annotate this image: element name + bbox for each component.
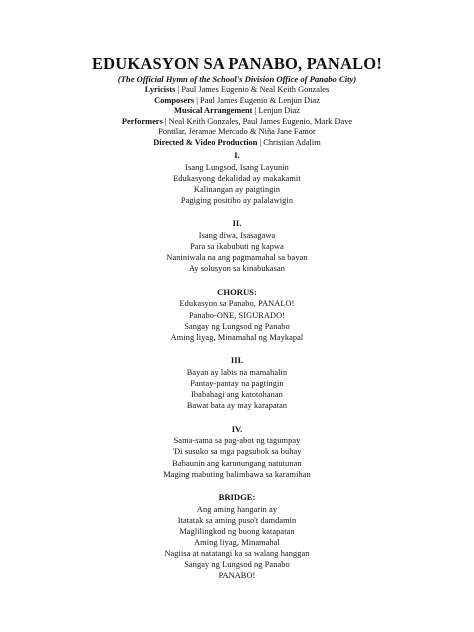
verse-3 xyxy=(0,355,474,411)
credit-role: Lyricists xyxy=(144,85,176,94)
lyric-line: Babaunin ang karunungang natutunan xyxy=(172,458,302,468)
section-heading: I. xyxy=(234,150,240,160)
lyric-line: Bayan ay labis na mamahalin xyxy=(186,367,288,377)
lyric-line: Panabo-ONE, SIGURADO! xyxy=(188,310,286,320)
lyric-line: Aming liyag, Minamahal ng Maykapal xyxy=(170,332,304,342)
lyric-line: Pantay-pantay na pagtingin xyxy=(190,379,284,388)
hymn-subtitle: (The Official Hymn of the School's Division Office of Panabo City) xyxy=(117,74,357,84)
lyric-line: PANABO! xyxy=(218,571,256,581)
lyric-line: 'Di susuko sa mga pagsubok sa buhay xyxy=(172,447,302,457)
section-heading: BRIDGE: xyxy=(218,492,256,503)
credit-separator: | xyxy=(194,95,201,105)
credit-direction-video xyxy=(0,138,474,149)
verse-2 xyxy=(0,218,474,274)
credit-names: Neal Keith Gonzales, Paul James Eugenio, Mark Dave Pontilar, Jeramae Mercado & Niña Jane Famor xyxy=(158,116,353,136)
verse-4 xyxy=(0,424,474,480)
credit-role: Composers xyxy=(154,95,195,105)
credit-role: Performers xyxy=(121,116,163,126)
lyrics-body xyxy=(0,150,474,594)
credit-musical-arrangement xyxy=(0,106,474,117)
section-heading: IV. xyxy=(231,423,243,434)
hymn-title: EDUKASYON SA PANABO, PANALO! xyxy=(91,54,383,73)
lyric-line: Aming liyag, Minamahal xyxy=(194,538,280,548)
lyric-line: Bawat bata ay may karapatan xyxy=(186,401,288,411)
credit-separator: | xyxy=(162,116,169,126)
lyric-line: Edukasyon sa Panabo, PANALO! xyxy=(179,299,295,309)
lyric-line: Para sa ikabubuti ng kapwa xyxy=(190,242,284,252)
credit-composers xyxy=(0,96,474,107)
credit-performers xyxy=(117,117,357,138)
credit-names: Paul James Eugenio & Lenjun Diaz xyxy=(200,95,320,105)
lyric-line: Edukasyong dekalidad ay makakamit xyxy=(173,173,301,183)
lyric-line: Ay solusyon sa kinabukasan xyxy=(188,264,286,274)
lyric-line: Isang diwa, Isasagawa xyxy=(198,230,276,240)
lyric-line: Isang Lungsod, Isang Layunin xyxy=(185,162,289,172)
credit-role: Directed & Video Production xyxy=(153,137,258,147)
credit-separator: | xyxy=(257,137,264,147)
lyric-line: Ang aming hangarin ay xyxy=(196,504,278,514)
credit-names: Paul James Eugenio & Neal Keith Gonzales xyxy=(181,85,330,94)
section-heading: CHORUS: xyxy=(217,286,257,297)
section-heading: II. xyxy=(232,218,242,229)
lyric-line: Itatatak sa aming puso't damdamin xyxy=(177,515,297,525)
bridge xyxy=(0,492,474,581)
verse-1 xyxy=(0,150,474,206)
lyric-line: Ibabahagi ang katotohanan xyxy=(191,390,283,400)
lyric-line: Nagiisa at natatangi ka sa walang hanggan xyxy=(164,549,310,559)
section-heading: III. xyxy=(230,355,244,366)
credit-names: Lenjun Diaz xyxy=(258,106,300,115)
lyric-line: Sangay ng Lungsod ng Panabo xyxy=(184,321,290,331)
credit-separator: | xyxy=(252,106,259,115)
lyric-line: Pagiging positibo ay palalawigin xyxy=(180,195,294,205)
credit-lyricists xyxy=(0,85,474,96)
lyric-line: Maglilingkod ng buong katapatan xyxy=(179,527,295,537)
lyric-line: Kalinangan ay paigtingin xyxy=(193,184,281,194)
lyric-line: Naniniwala na ang pagmamahal sa bayan xyxy=(166,253,308,263)
credit-names: Christian Adalim xyxy=(263,137,321,147)
lyric-line: Sama-sama sa pag-abot ng tagumpay xyxy=(173,436,301,446)
credit-separator: | xyxy=(175,85,182,94)
document-header xyxy=(0,54,474,148)
credit-role: Musical Arrangement xyxy=(174,106,253,115)
lyric-line: Sangay ng Lungsod ng Panabo xyxy=(184,560,290,570)
chorus xyxy=(0,287,474,343)
lyric-line: Maging mabuting halimbawa sa karamihan xyxy=(163,469,311,479)
